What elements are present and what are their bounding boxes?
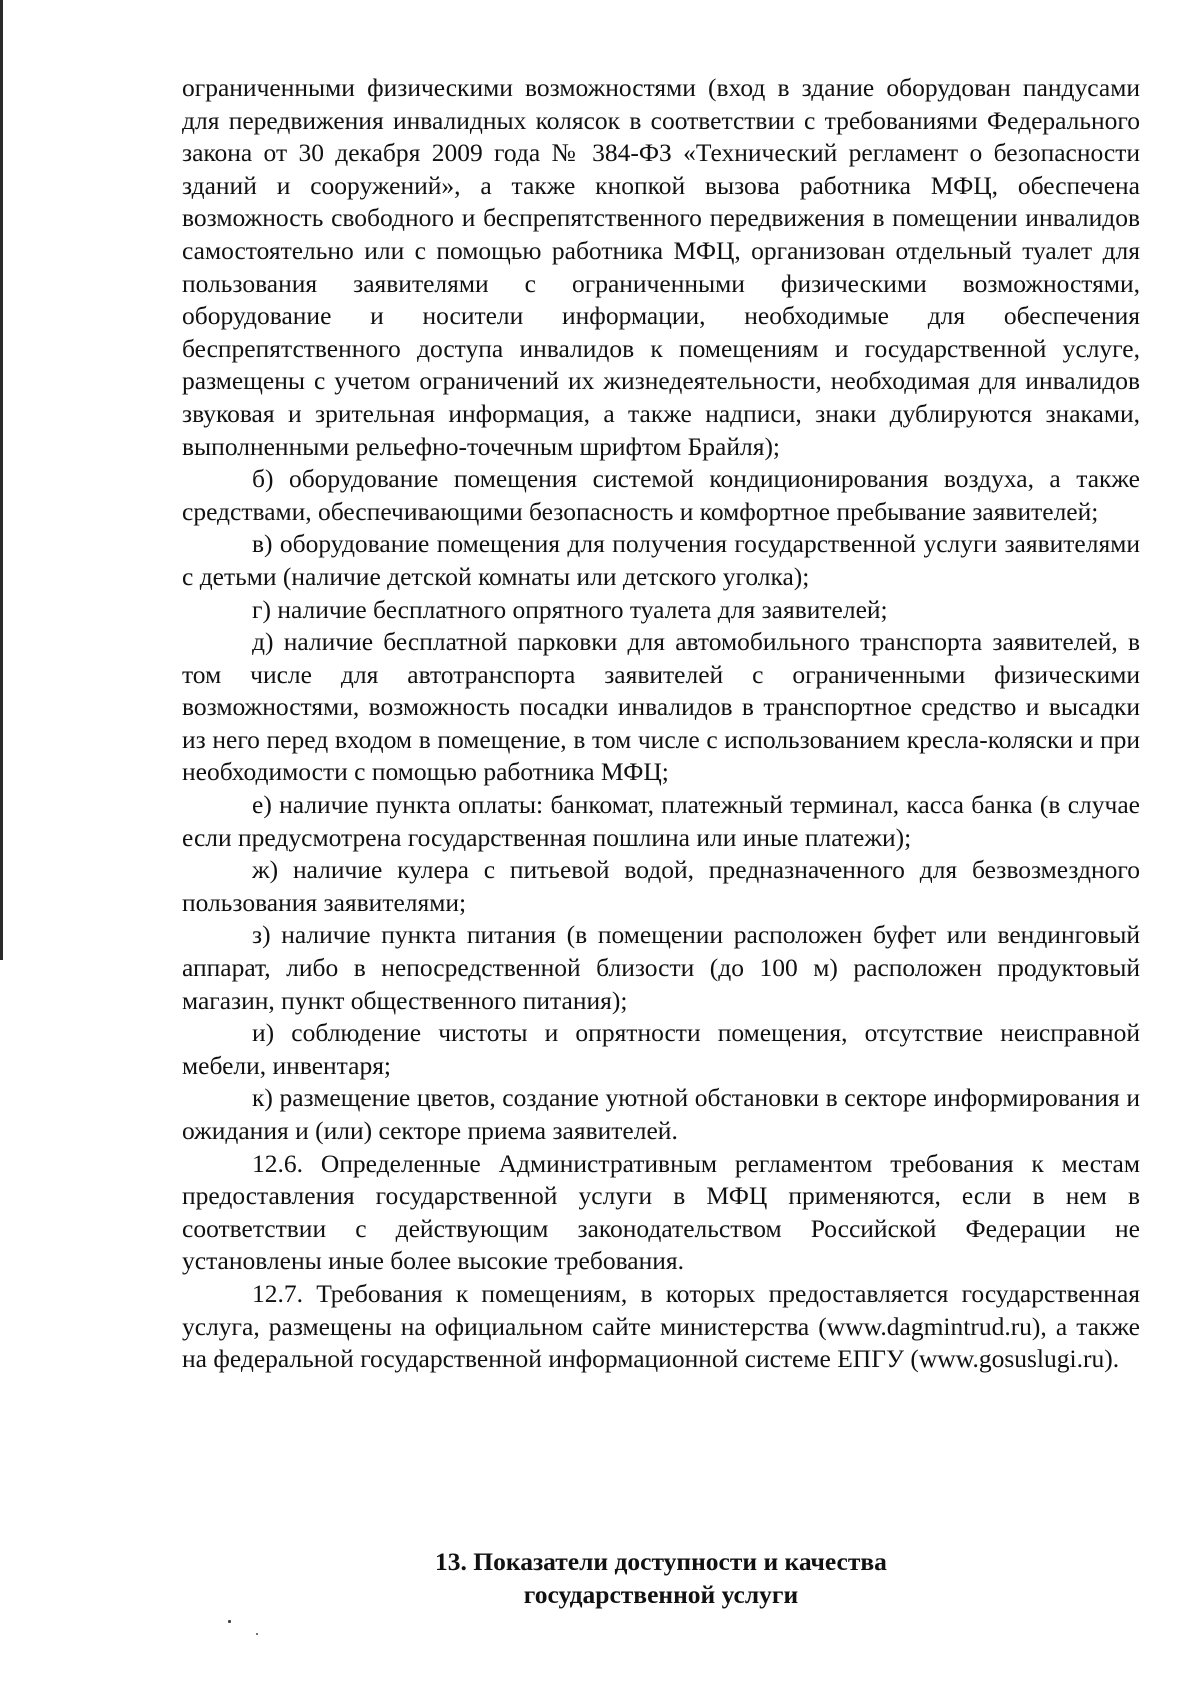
document-body xyxy=(182,72,1140,1376)
paragraph-item-e: е) наличие пункта оплаты: банкомат, платежный терминал, касса банка (в случае если предусмотрена государственная пошлина или иные платежи); xyxy=(182,790,1140,852)
paragraph-item-zh: ж) наличие кулера с питьевой водой, предназначенного для безвозмездного пользования заявителями; xyxy=(182,855,1140,917)
scan-speck xyxy=(256,1633,258,1635)
paragraph-item-d: д) наличие бесплатной парковки для автомобильного транспорта заявителей, в том числе для автотранспорта заявителей с ограниченными физическими возможностями, возможность посадки инвалидов в транспортное средство и высадки из него перед входом в помещение, в том числе с использованием кресла-коляски и при необходимости с помощью работника МФЦ; xyxy=(182,627,1140,787)
paragraph-item-v: в) оборудование помещения для получения государственной услуги заявителями с детьми (наличие детской комнаты или детского уголка); xyxy=(182,529,1140,591)
paragraph-item-g: г) наличие бесплатного опрятного туалета для заявителей; xyxy=(252,594,888,624)
paragraph-item-k: к) размещение цветов, создание уютной обстановки в секторе информирования и ожидания и (или) секторе приема заявителей. xyxy=(182,1083,1140,1145)
paragraph-item-i: и) соблюдение чистоты и опрятности помещения, отсутствие неисправной мебели, инвентаря; xyxy=(182,1018,1140,1080)
paragraph-12-7: 12.7. Требования к помещениям, в которых предоставляется государственная услуга, размещены на официальном сайте министерства (www.dagmintrud.ru), а также на федеральной государственной информационной системе ЕПГУ (www.gosuslugi.ru). xyxy=(182,1278,1140,1374)
scan-speck xyxy=(228,1620,231,1623)
section-heading-line-1: 13. Показатели доступности и качества xyxy=(435,1547,887,1576)
scan-edge-shadow xyxy=(0,0,3,960)
paragraph-12-6: 12.6. Определенные Административным регламентом требования к местам предоставления государственной услуги в МФЦ применяются, если в нем в соответствии с действующим законодательством Российской Федерации не установлены иные более высокие требования. xyxy=(182,1148,1140,1276)
paragraph-item-b: б) оборудование помещения системой кондиционирования воздуха, а также средствами, обеспечивающими безопасность и комфортное пребывание заявителей; xyxy=(182,464,1140,526)
section-heading-line-2: государственной услуги xyxy=(523,1580,799,1609)
section-heading xyxy=(182,1545,1140,1611)
paragraph-continuation: ограниченными физическими возможностями (вход в здание оборудован пандусами для передвижения инвалидных колясок в соответствии с требованиями Федерального закона от 30 декабря 2009 года № 384-ФЗ «Технический регламент о безопасности зданий и сооружений», а также кнопкой вызова работника МФЦ, обеспечена возможность свободного и беспрепятственного передвижения в помещении инвалидов самостоятельно или с помощью работника МФЦ, организован отдельный туалет для пользования заявителями с ограниченными физическими возможностями, оборудование и носители информации, необходимые для обеспечения беспрепятственного доступа инвалидов к помещениям и государственной услуге, размещены с учетом ограничений их жизнедеятельности, необходимая для инвалидов звуковая и зрительная информация, а также надписи, знаки дублируются знаками, выполненными рельефно-точечным шрифтом Брайля); xyxy=(182,73,1140,461)
paragraph-item-z: з) наличие пункта питания (в помещении расположен буфет или вендинговый аппарат, либо в непосредственной близости (до 100 м) расположен продуктовый магазин, пункт общественного питания); xyxy=(182,920,1140,1015)
